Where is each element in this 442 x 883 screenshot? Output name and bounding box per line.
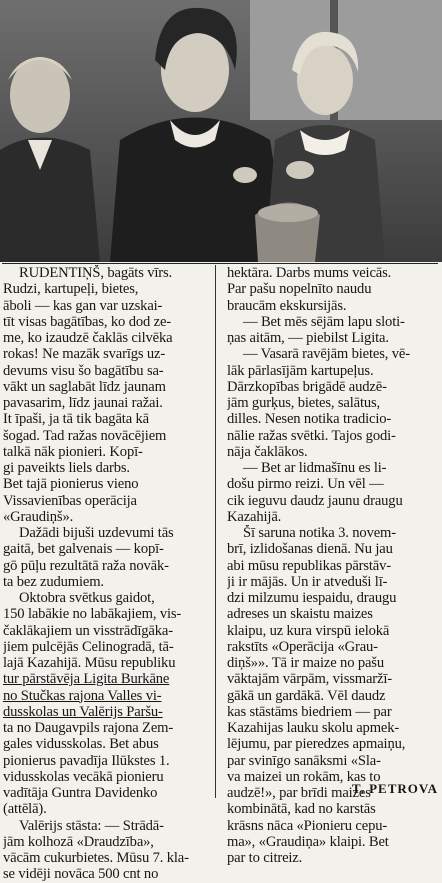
text-line: klaipu, uz kura virspū ielokā bbox=[227, 622, 390, 639]
text-line: Valērijs stāsta: — Strādā- bbox=[19, 817, 164, 834]
text-line: — Vasarā ravējām bietes, vē- bbox=[243, 346, 410, 363]
text-line: — Bet mēs sējām lapu sloti- bbox=[243, 313, 405, 330]
text-line: gi paveikts liels darbs. bbox=[3, 460, 130, 476]
text-line: ta bez zudumiem. bbox=[3, 573, 104, 590]
text-line: āboli — kas gan var uzskai- bbox=[3, 297, 163, 314]
text-line: nāja čaklākos. bbox=[227, 443, 308, 460]
text-line: jām gurķus, bietes, salātus, bbox=[227, 395, 381, 411]
text-line: jiem pulcējās Celinogradā, tā- bbox=[3, 638, 174, 655]
text-line: no Stučkas rajona Valles vi- bbox=[3, 687, 162, 704]
text-line: gaitā, bet galvenais — kopī- bbox=[3, 541, 164, 558]
text-line: vācām cukurbietes. Mūsu 7. kla- bbox=[3, 850, 189, 866]
text-line: lāk pārlasījām kartupeļus. bbox=[227, 362, 374, 379]
text-line: ma», «Graudiņa» klaipi. Bet bbox=[227, 833, 389, 850]
text-line: Dārzkopības brigādē audzē- bbox=[227, 378, 387, 395]
text-line: tur pārstāvēja Ligita Burkāne bbox=[3, 671, 170, 688]
text-line: Rudzi, kartupeļi, bietes, bbox=[3, 281, 139, 298]
text-line: krāsns nāca «Pionieru cepu- bbox=[227, 817, 388, 834]
text-line: 150 labākie no labākajiem, vis- bbox=[3, 606, 182, 623]
text-line: lajā Kazahijā. Mūsu republiku bbox=[3, 655, 176, 671]
text-line: RUDENTIŅŠ, bagāts vīrs. bbox=[19, 265, 173, 281]
text-line: jām kolhozā «Draudzība», bbox=[3, 833, 154, 850]
text-line: par svinīgo sanāksmi «Sla- bbox=[227, 752, 381, 769]
text-line: Kazahijā. bbox=[227, 508, 282, 525]
text-line: hektāra. Darbs mums veicās. bbox=[227, 265, 392, 281]
text-line: čaklākajiem un visstrādīgāka- bbox=[3, 622, 173, 639]
text-line: brī, izlidošanas dienā. Nu jau bbox=[227, 541, 393, 558]
text-line: talkā nāk pionieri. Kopī- bbox=[3, 443, 143, 460]
text-line: abi mūsu republikas pārstāv- bbox=[227, 557, 391, 574]
text-line: pavasarim, līdz jaunai ražai. bbox=[3, 395, 163, 411]
article-column-left bbox=[3, 265, 216, 883]
text-line: vākt un saglabāt līdz jaunam bbox=[3, 378, 166, 395]
text-line: cik ieguvu daudz jaunu draugu bbox=[227, 492, 403, 509]
photo-image bbox=[0, 0, 442, 262]
text-line: me, ko izaudzē čaklās cilvēka bbox=[3, 330, 173, 346]
text-line: tīt visas bagātības, ko dod ze- bbox=[3, 313, 172, 330]
text-line: par to citreiz. bbox=[227, 850, 303, 866]
text-line: kas stāstāms biedriem — par bbox=[227, 703, 392, 720]
author-signature: T. PETROVA bbox=[351, 781, 438, 796]
text-line: diņš»». Tā ir maize no pašu bbox=[227, 655, 384, 671]
text-line: ji ir mājās. Un ir atveduši lī- bbox=[227, 573, 388, 590]
text-line: šogad. Tad ražas novācējiem bbox=[3, 427, 167, 444]
text-line: gākā un gardākā. Vēl daudz bbox=[227, 687, 386, 704]
text-line: va maizei un rokām, kas to bbox=[227, 768, 381, 785]
text-line: lējumu, par pieredzes apmaiņu, bbox=[227, 736, 406, 753]
text-line: rakstīts «Operācija «Grau- bbox=[227, 638, 378, 655]
text-line: nālie ražas svētki. Tajos godi- bbox=[227, 427, 396, 444]
text-line: došu pirmo reizi. Un vēl — bbox=[227, 476, 384, 493]
text-line: — Bet ar lidmašīnu es li- bbox=[243, 460, 387, 476]
text-line: Šī saruna notika 3. novem- bbox=[243, 525, 396, 541]
text-line: dusskolas un Valērijs Paršu- bbox=[3, 703, 163, 720]
text-line: audzē!», par brīdi maizes bbox=[227, 785, 371, 801]
text-line: Kazahijas lauku skolu apmek- bbox=[227, 720, 400, 736]
text-line: dzi milzumu iespaidu, draugu bbox=[227, 590, 397, 606]
text-line: It īpaši, ja tā tik bagāta kā bbox=[3, 411, 149, 428]
text-line: Oktobra svētkus gaidot, bbox=[19, 590, 155, 606]
text-line: ta no Daugavpils rajona Zem- bbox=[3, 720, 174, 736]
text-line: se vidēji novāca 500 cnt no bbox=[3, 866, 159, 883]
text-line: Vissavienības operācija bbox=[3, 492, 137, 509]
text-line: gales vidusskolas. Bet abus bbox=[3, 736, 159, 753]
photo-divider bbox=[2, 263, 438, 264]
text-line: pionierus pavadīja Ilūkstes 1. bbox=[3, 752, 170, 769]
text-line: vāktajām vārpām, vissmaržī- bbox=[227, 671, 392, 688]
text-line: (attēlā). bbox=[3, 801, 47, 818]
news-photo bbox=[0, 0, 442, 262]
text-line: Par pašu nopelnīto naudu bbox=[227, 281, 372, 298]
text-line: Bet tajā pionierus vieno bbox=[3, 476, 139, 493]
text-line: Dažādi bijuši uzdevumi tās bbox=[19, 525, 174, 541]
text-line: vidusskolas vecākā pionieru bbox=[3, 768, 164, 785]
text-line: braucām ekskursijās. bbox=[227, 297, 347, 314]
text-line: ņas aitām, — piebilst Ligita. bbox=[227, 330, 389, 346]
text-line: rokas! Ne mazāk svarīgs uz- bbox=[3, 346, 166, 363]
article-column-right bbox=[227, 265, 440, 866]
text-line: «Graudiņš». bbox=[3, 508, 74, 525]
text-line: gō pūļu rezultātā raža novāk- bbox=[3, 557, 169, 574]
text-line: vadītāja Guntra Davidenko bbox=[3, 785, 158, 801]
text-line: adreses un skaistu maizes bbox=[227, 606, 373, 623]
text-line: devums visu šo bagātību sa- bbox=[3, 362, 164, 379]
text-line: kombinātā, kad no karstās bbox=[227, 801, 376, 818]
text-line: dilles. Nesen notika tradicio- bbox=[227, 411, 392, 428]
